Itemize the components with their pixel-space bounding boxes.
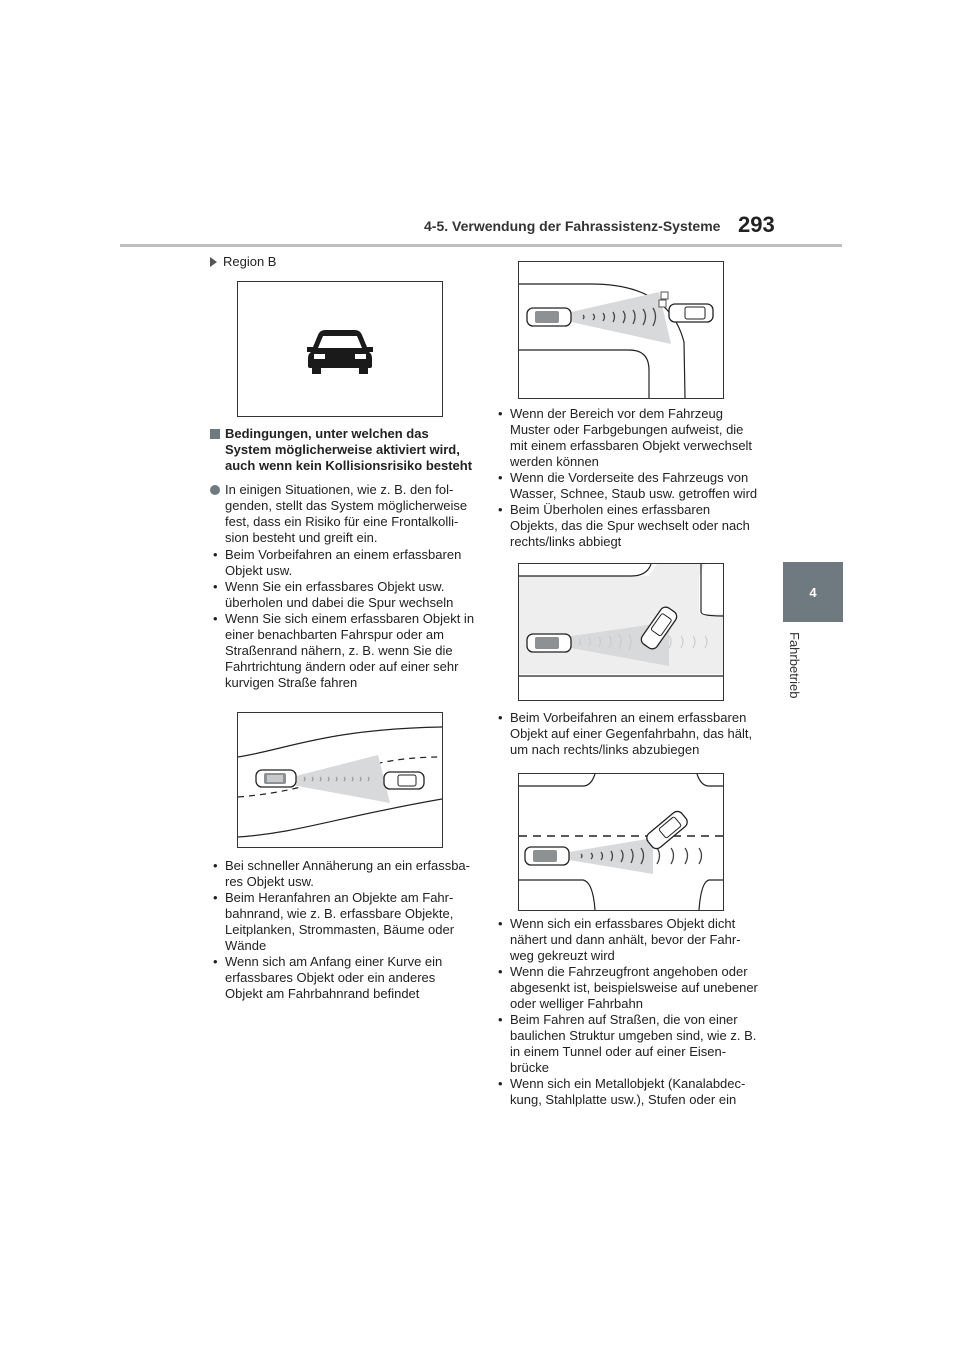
list-item: • Beim Vorbeifahren an einem erfassbaren Objekt auf einer Gegenfahrbahn, das hält, um nach rechts/links abzubiegen: [495, 710, 761, 758]
intro-paragraph: [210, 482, 476, 546]
region-b-figure: [237, 281, 443, 417]
list-item: • Wenn Sie ein erfassbares Objekt usw. überholen und dabei die Spur wechseln: [210, 579, 476, 611]
own-car-icon: [256, 770, 296, 787]
list-item: • Wenn die Vorderseite des Fahrzeugs von Wasser, Schnee, Staub usw. getroffen wird: [495, 470, 761, 502]
bullet-list-right-c: [495, 916, 761, 1108]
list-item: • Beim Vorbeifahren an einem erfassbaren Objekt usw.: [210, 547, 476, 579]
region-label: Region B: [223, 254, 277, 269]
target-car-icon: [384, 772, 424, 789]
oncoming-turn-figure: [518, 773, 724, 911]
list-item: • Wenn die Fahrzeugfront angehoben oder abgesenkt ist, beispielsweise auf unebener oder welliger Fahrbahn: [495, 964, 761, 1012]
left-column: [210, 253, 476, 1002]
target-car-icon: [644, 809, 689, 851]
page-number: 293: [738, 212, 775, 237]
list-item: • Wenn sich am Anfang einer Kurve ein erfassbares Objekt oder ein anderes Objekt am Fahrbahnrand befindet: [210, 954, 476, 1002]
bullet-list-right-b: [495, 710, 761, 758]
list-item: • Wenn sich ein erfassbares Objekt dicht nähert und dann anhält, bevor der Fahr-weg gekreuzt wird: [495, 916, 761, 964]
list-item: • Beim Fahren auf Straßen, die von einer baulichen Struktur umgeben sind, wie z. B. in einem Tunnel oder auf einer Eisen-brücke: [495, 1012, 761, 1076]
square-bullet-icon: [210, 429, 220, 439]
curve-road-figure: [237, 712, 443, 848]
own-car-icon: [525, 847, 569, 865]
region-label-line: [210, 253, 476, 270]
own-car-icon: [527, 308, 571, 326]
chapter-tab-label: Fahrbetrieb: [787, 632, 802, 699]
circle-bullet-icon: [210, 485, 220, 495]
header-divider: [120, 244, 842, 247]
section-heading-text: Bedingungen, unter welchen das System möglicherweise aktiviert wird, auch wenn kein Kollisionsrisiko besteht: [225, 426, 473, 473]
list-item: • Wenn Sie sich einem erfassbaren Objekt in einer benachbarten Fahrspur oder am Straßenrand nähern, z. B. wenn Sie die Fahrtrichtung ändern oder auf einer sehr kurvigen Straße fahren: [210, 611, 476, 691]
lane-change-figure: [518, 563, 724, 701]
chapter-section-title: 4-5. Verwendung der Fahrassistenz-Systeme: [424, 218, 721, 234]
car-front-icon: [238, 282, 442, 416]
list-item: • Beim Überholen eines erfassbaren Objekts, das die Spur wechselt oder nach rechts/links abbiegt: [495, 502, 761, 550]
list-item: • Beim Heranfahren an Objekte am Fahr-bahnrand, wie z. B. erfassbare Objekte, Leitplanken, Strommasten, Bäume oder Wände: [210, 890, 476, 954]
list-item: • Wenn der Bereich vor dem Fahrzeug Muster oder Farbgebungen aufweist, die mit einem erfassbaren Objekt verwechselt werden können: [495, 406, 761, 470]
intro-text: In einigen Situationen, wie z. B. den fol-genden, stellt das System möglicherweise fest, dass ein Risiko für eine Frontalkolli-sion besteht und greift ein.: [225, 482, 468, 545]
bullet-list-left-a: [210, 547, 476, 691]
bullet-list-left-b: [210, 858, 476, 1002]
list-item: • Bei schneller Annäherung an ein erfassba-res Objekt usw.: [210, 858, 476, 890]
bullet-list-right-a: [495, 406, 761, 550]
chapter-tab-label-wrap: [782, 632, 812, 722]
turning-vehicle-figure: [518, 261, 724, 399]
list-item: • Wenn sich ein Metallobjekt (Kanalabdec-kung, Stahlplatte usw.), Stufen oder ein: [495, 1076, 761, 1108]
right-column: [495, 253, 761, 1108]
triangle-bullet-icon: [210, 257, 217, 267]
chapter-tab[interactable]: 4: [783, 562, 843, 622]
own-car-icon: [527, 634, 571, 652]
target-car-icon: [669, 304, 713, 322]
section-heading: [210, 426, 476, 474]
